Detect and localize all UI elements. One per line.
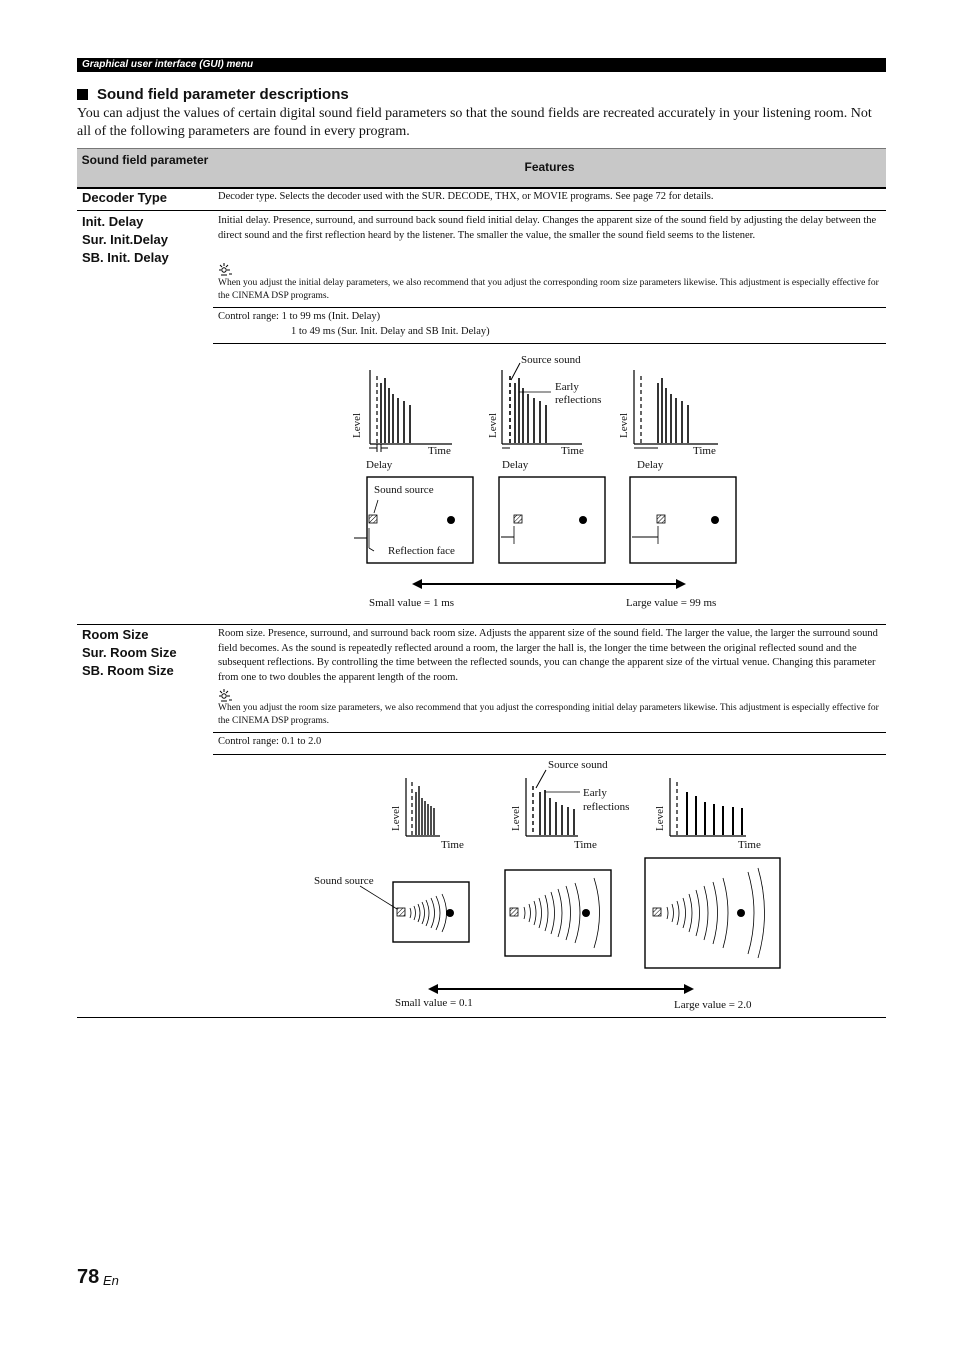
room-small-size (314, 875, 469, 942)
room-small-delay (354, 477, 473, 563)
row-names-room-size (82, 626, 177, 680)
square-bullet-icon (77, 89, 88, 100)
page-number: 78 (77, 1266, 100, 1288)
time-label: Time (693, 445, 716, 457)
level-label: Level (351, 412, 363, 438)
row-name-init-delay: Init. Delay (82, 214, 144, 229)
sub-divider (213, 754, 886, 755)
column-header-features: Features (524, 160, 575, 174)
row-name-decoder-type: Decoder Type (82, 190, 168, 205)
early-reflections-label-2: reflections (583, 801, 630, 813)
time-label: Time (441, 839, 464, 851)
range-arrow (412, 579, 686, 589)
control-range-line-2: 1 to 49 ms (Sur. Init. Delay and SB Init. Delay) (291, 325, 490, 337)
room-size-diagram (300, 756, 800, 1016)
time-label: Time (561, 445, 584, 457)
early-reflections-label-1: Early (583, 787, 607, 799)
breadcrumb: Graphical user interface (GUI) menu (82, 59, 254, 70)
table-header (77, 148, 886, 189)
level-label: Level (390, 805, 402, 831)
row-names-init-delay (82, 213, 169, 267)
time-label: Time (428, 445, 451, 457)
intro-paragraph: You can adjust the values of certain digital sound field parameters so that the sound fields are recreated accurately in your listening room. Not all of the following parameters are found in every program. (77, 106, 872, 139)
room-large-size (645, 858, 780, 968)
large-value-label: Large value = 2.0 (674, 999, 752, 1011)
large-value-label: Large value = 99 ms (626, 597, 717, 609)
row-name-sb-init-delay: SB. Init. Delay (82, 250, 169, 265)
sound-source-label: Sound source (374, 484, 434, 496)
section-title (77, 86, 349, 103)
decoder-type-description: Decoder type. Selects the decoder used with the SUR. DECODE, THX, or MOVIE programs. See page 72 for details. (218, 191, 714, 202)
column-header-parameter: Sound field parameter (81, 153, 209, 167)
time-label: Time (738, 839, 761, 851)
row-divider (77, 624, 886, 625)
delay-label: Delay (366, 459, 393, 471)
delay-label: Delay (502, 459, 529, 471)
sound-source-label: Sound source (314, 875, 374, 887)
level-label: Level (487, 412, 499, 438)
level-time-graph-large (618, 370, 718, 471)
row-divider (77, 210, 886, 211)
control-range-line-1: Control range: 1 to 99 ms (Init. Delay) (218, 311, 381, 322)
small-value-label: Small value = 1 ms (369, 597, 455, 609)
source-sound-label: Source sound (548, 759, 608, 771)
page-language: En (103, 1273, 119, 1288)
reflection-face-label: Reflection face (388, 545, 455, 557)
init-delay-control-range (218, 310, 882, 339)
sub-divider (213, 732, 886, 733)
early-reflections-label-1: Early (555, 381, 579, 393)
row-name-room-size: Room Size (82, 627, 149, 642)
level-time-graph-small-room (390, 778, 464, 851)
row-name-sur-room-size: Sur. Room Size (82, 645, 177, 660)
level-time-graph-large-room (654, 778, 761, 851)
init-delay-description: Initial delay. Presence, surround, and surround back sound field initial delay. Changes the apparent size of the sound field by adjusting the delay between the direct sound and the first reflection heard by the listener. The smaller the value, the smaller the sound field seems to the listener. (218, 215, 877, 241)
source-sound-label: Source sound (521, 354, 581, 366)
level-label: Level (654, 805, 666, 831)
level-time-graph-medium-room (510, 759, 629, 851)
sub-divider (213, 343, 886, 344)
init-delay-diagram (340, 348, 760, 618)
room-size-tip: When you adjust the room size parameters, we also recommend that you adjust the corresponding initial delay parameters likewise. This adjustment is especially effective for the CINEMA DSP programs. (218, 703, 879, 726)
small-value-label: Small value = 0.1 (395, 997, 473, 1009)
row-name-sb-room-size: SB. Room Size (82, 663, 174, 678)
sub-divider (213, 307, 886, 308)
room-medium-delay (499, 477, 605, 563)
room-size-control-range: Control range: 0.1 to 2.0 (218, 736, 322, 747)
level-time-graph-source (487, 354, 601, 471)
row-name-sur-init-delay: Sur. Init.Delay (82, 232, 168, 247)
range-arrow (428, 984, 694, 994)
header-bar (77, 58, 886, 72)
time-label: Time (574, 839, 597, 851)
init-delay-tip: When you adjust the initial delay parameters, we also recommend that you adjust the corresponding room size parameters likewise. This adjustment is especially effective for the CINEMA DSP programs. (218, 278, 879, 301)
table-bottom-rule (77, 1017, 886, 1018)
room-large-delay (630, 477, 736, 563)
early-reflections-label-2: reflections (555, 394, 602, 406)
delay-label: Delay (637, 459, 664, 471)
section-title-text: Sound field parameter descriptions (97, 86, 349, 103)
room-medium-size (505, 870, 611, 956)
level-label: Level (618, 412, 630, 438)
level-label: Level (510, 805, 522, 831)
level-time-graph-small (351, 370, 452, 471)
room-size-description: Room size. Presence, surround, and surround back room size. Adjusts the apparent size of the sound field. The larger the value, the larger the surround sound field becomes. As the sound is repeatedly reflected around a room, the larger the hall is, the longer the time between the original reflected sound and the subsequent reflections. By controlling the time between the reflected sounds, you can change the apparent size of the virtual venue. Changing this parameter from one to two doubles the apparent length of the room. (218, 628, 878, 683)
